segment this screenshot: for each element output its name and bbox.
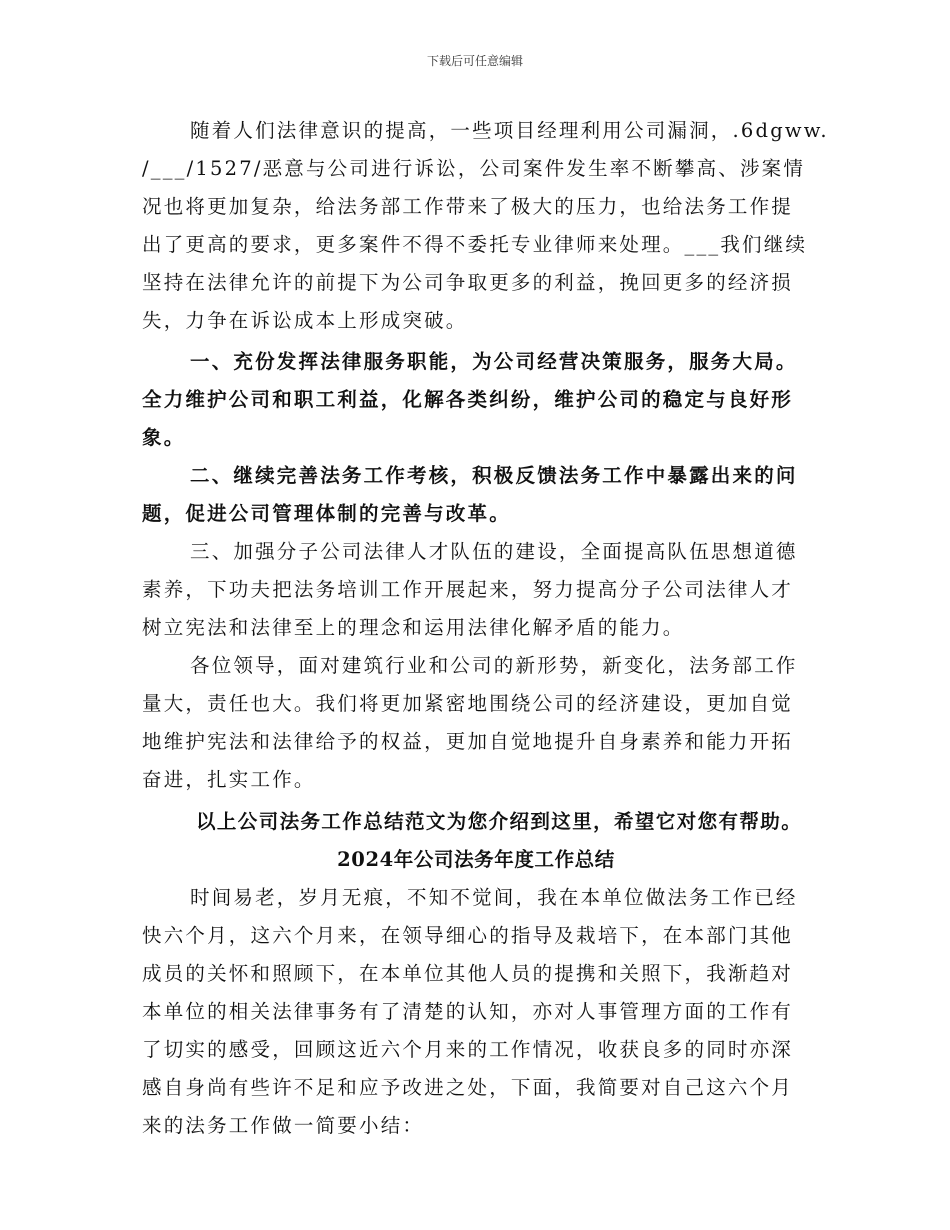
paragraph-1-line-4: 出了更高的要求，更多案件不得不委托专业律师来处理。___我们继续 bbox=[142, 233, 808, 256]
paragraph-2-line-1: 一、充份发挥法律服务职能，为公司经营决策服务，服务大局。 bbox=[190, 350, 798, 373]
paragraph-5-line-4: 奋进，扎实工作。 bbox=[142, 768, 316, 791]
final-paragraph-line-1: 时间易老，岁月无痕，不知不觉间，我在本单位做法务工作已经 bbox=[190, 886, 798, 909]
final-paragraph-line-4: 本单位的相关法律事务有了清楚的认知，亦对人事管理方面的工作有 bbox=[142, 1000, 794, 1023]
paragraph-1-line-1: 随着人们法律意识的提高，一些项目经理利用公司漏洞，.6dgww. bbox=[190, 119, 829, 142]
final-paragraph-line-2: 快六个月，这六个月来，在领导细心的指导及栽培下，在本部门其他 bbox=[142, 924, 794, 947]
final-paragraph-line-7: 来的法务工作做一简要小结： bbox=[142, 1114, 425, 1137]
final-paragraph-line-5: 了切实的感受，回顾这近六个月来的工作情况，收获良多的同时亦深 bbox=[142, 1038, 794, 1061]
paragraph-3-line-1: 二、继续完善法务工作考核，积极反馈法务工作中暴露出来的问 bbox=[190, 464, 798, 487]
paragraph-2-line-2: 全力维护公司和职工利益，化解各类纠纷，维护公司的稳定与良好形 bbox=[142, 388, 794, 411]
final-paragraph-line-6: 感自身尚有些许不足和应予改进之处，下面，我简要对自己这六个月 bbox=[142, 1076, 794, 1099]
paragraph-4-line-2: 素养，下功夫把法务培训工作开展起来，努力提高分子公司法律人才 bbox=[142, 578, 794, 601]
paragraph-1-line-3: 况也将更加复杂，给法务部工作带来了极大的压力，也给法务工作提 bbox=[142, 195, 794, 218]
paragraph-4-line-3: 树立宪法和法律至上的理念和运用法律化解矛盾的能力。 bbox=[142, 616, 685, 639]
paragraph-5-line-3: 地维护宪法和法律给予的权益，更加自觉地提升自身素养和能力开拓 bbox=[142, 730, 794, 753]
section-title: 2024年公司法务年度工作总结 bbox=[337, 848, 615, 871]
paragraph-5-line-1: 各位领导，面对建筑行业和公司的新形势，新变化，法务部工作 bbox=[190, 654, 798, 677]
paragraph-1-line-6: 失，力争在诉讼成本上形成突破。 bbox=[142, 309, 468, 332]
paragraph-5-line-2: 量大，责任也大。我们将更加紧密地围绕公司的经济建设，更加自觉 bbox=[142, 692, 794, 715]
paragraph-1-line-5: 坚持在法律允许的前提下为公司争取更多的利益，挽回更多的经济损 bbox=[142, 271, 794, 294]
paragraph-4-line-1: 三、加强分子公司法律人才队伍的建设，全面提高队伍思想道德 bbox=[190, 540, 798, 563]
closing-sentence: 以上公司法务工作总结范文为您介绍到这里，希望它对您有帮助。 bbox=[196, 810, 803, 833]
paragraph-2-line-3: 象。 bbox=[142, 426, 186, 449]
page-header: 下载后可任意编辑 bbox=[426, 54, 523, 68]
paragraph-3-line-2: 题，促进公司管理体制的完善与改革。 bbox=[142, 502, 511, 525]
final-paragraph-line-3: 成员的关怀和照顾下，在本单位其他人员的提携和关照下，我渐趋对 bbox=[142, 962, 794, 985]
paragraph-1-line-2: /___/1527/恶意与公司进行诉讼，公司案件发生率不断攀高、涉案情 bbox=[142, 157, 806, 180]
